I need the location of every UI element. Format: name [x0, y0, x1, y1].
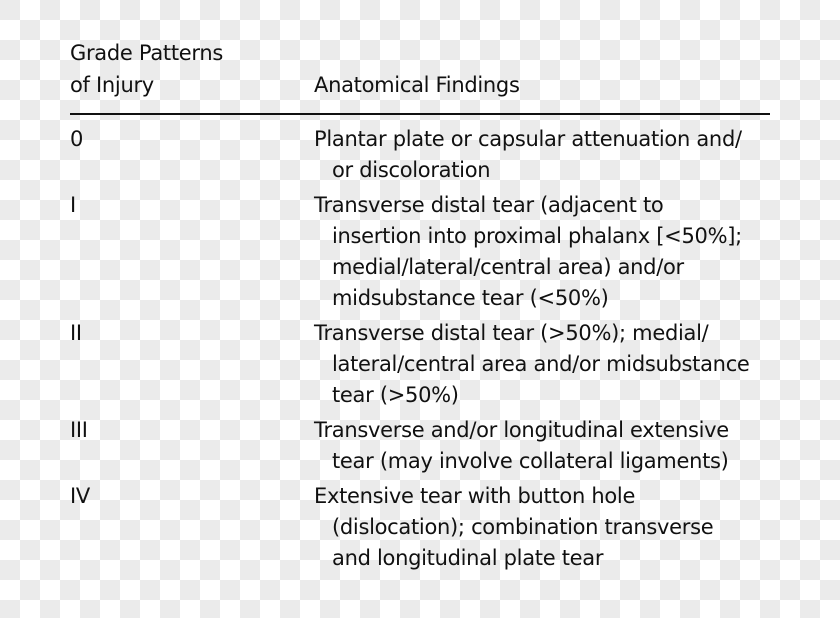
findings-line: medial/lateral/central area) and/or [332, 255, 684, 279]
header-rule [70, 113, 770, 115]
findings-line: tear (>50%) [332, 383, 459, 407]
grade-cell: I [70, 193, 76, 217]
findings-line: and longitudinal plate tear [332, 546, 604, 570]
grade-cell: II [70, 321, 82, 345]
grade-cell: 0 [70, 127, 84, 151]
grade-cell: IV [70, 484, 90, 508]
header-grade-line-1: Grade Patterns [70, 41, 223, 65]
findings-line: midsubstance tear (<50%) [332, 286, 609, 310]
findings-line: Transverse distal tear (>50%); medial/ [314, 321, 709, 345]
findings-line: insertion into proximal phalanx [<50%]; [332, 224, 742, 248]
findings-line: Extensive tear with button hole [314, 484, 636, 508]
findings-line: (dislocation); combination transverse [332, 515, 714, 539]
header-findings: Anatomical Findings [314, 73, 520, 97]
findings-line: tear (may involve collateral ligaments) [332, 449, 729, 473]
findings-line: Transverse distal tear (adjacent to [314, 193, 664, 217]
findings-line: Transverse and/or longitudinal extensive [314, 418, 729, 442]
findings-line: lateral/central area and/or midsubstance [332, 352, 750, 376]
findings-line: Plantar plate or capsular attenuation and/ [314, 127, 742, 151]
grade-cell: III [70, 418, 88, 442]
grade-findings-table [70, 0, 770, 618]
header-grade-line-2: of Injury [70, 73, 154, 97]
findings-line: or discoloration [332, 158, 491, 182]
